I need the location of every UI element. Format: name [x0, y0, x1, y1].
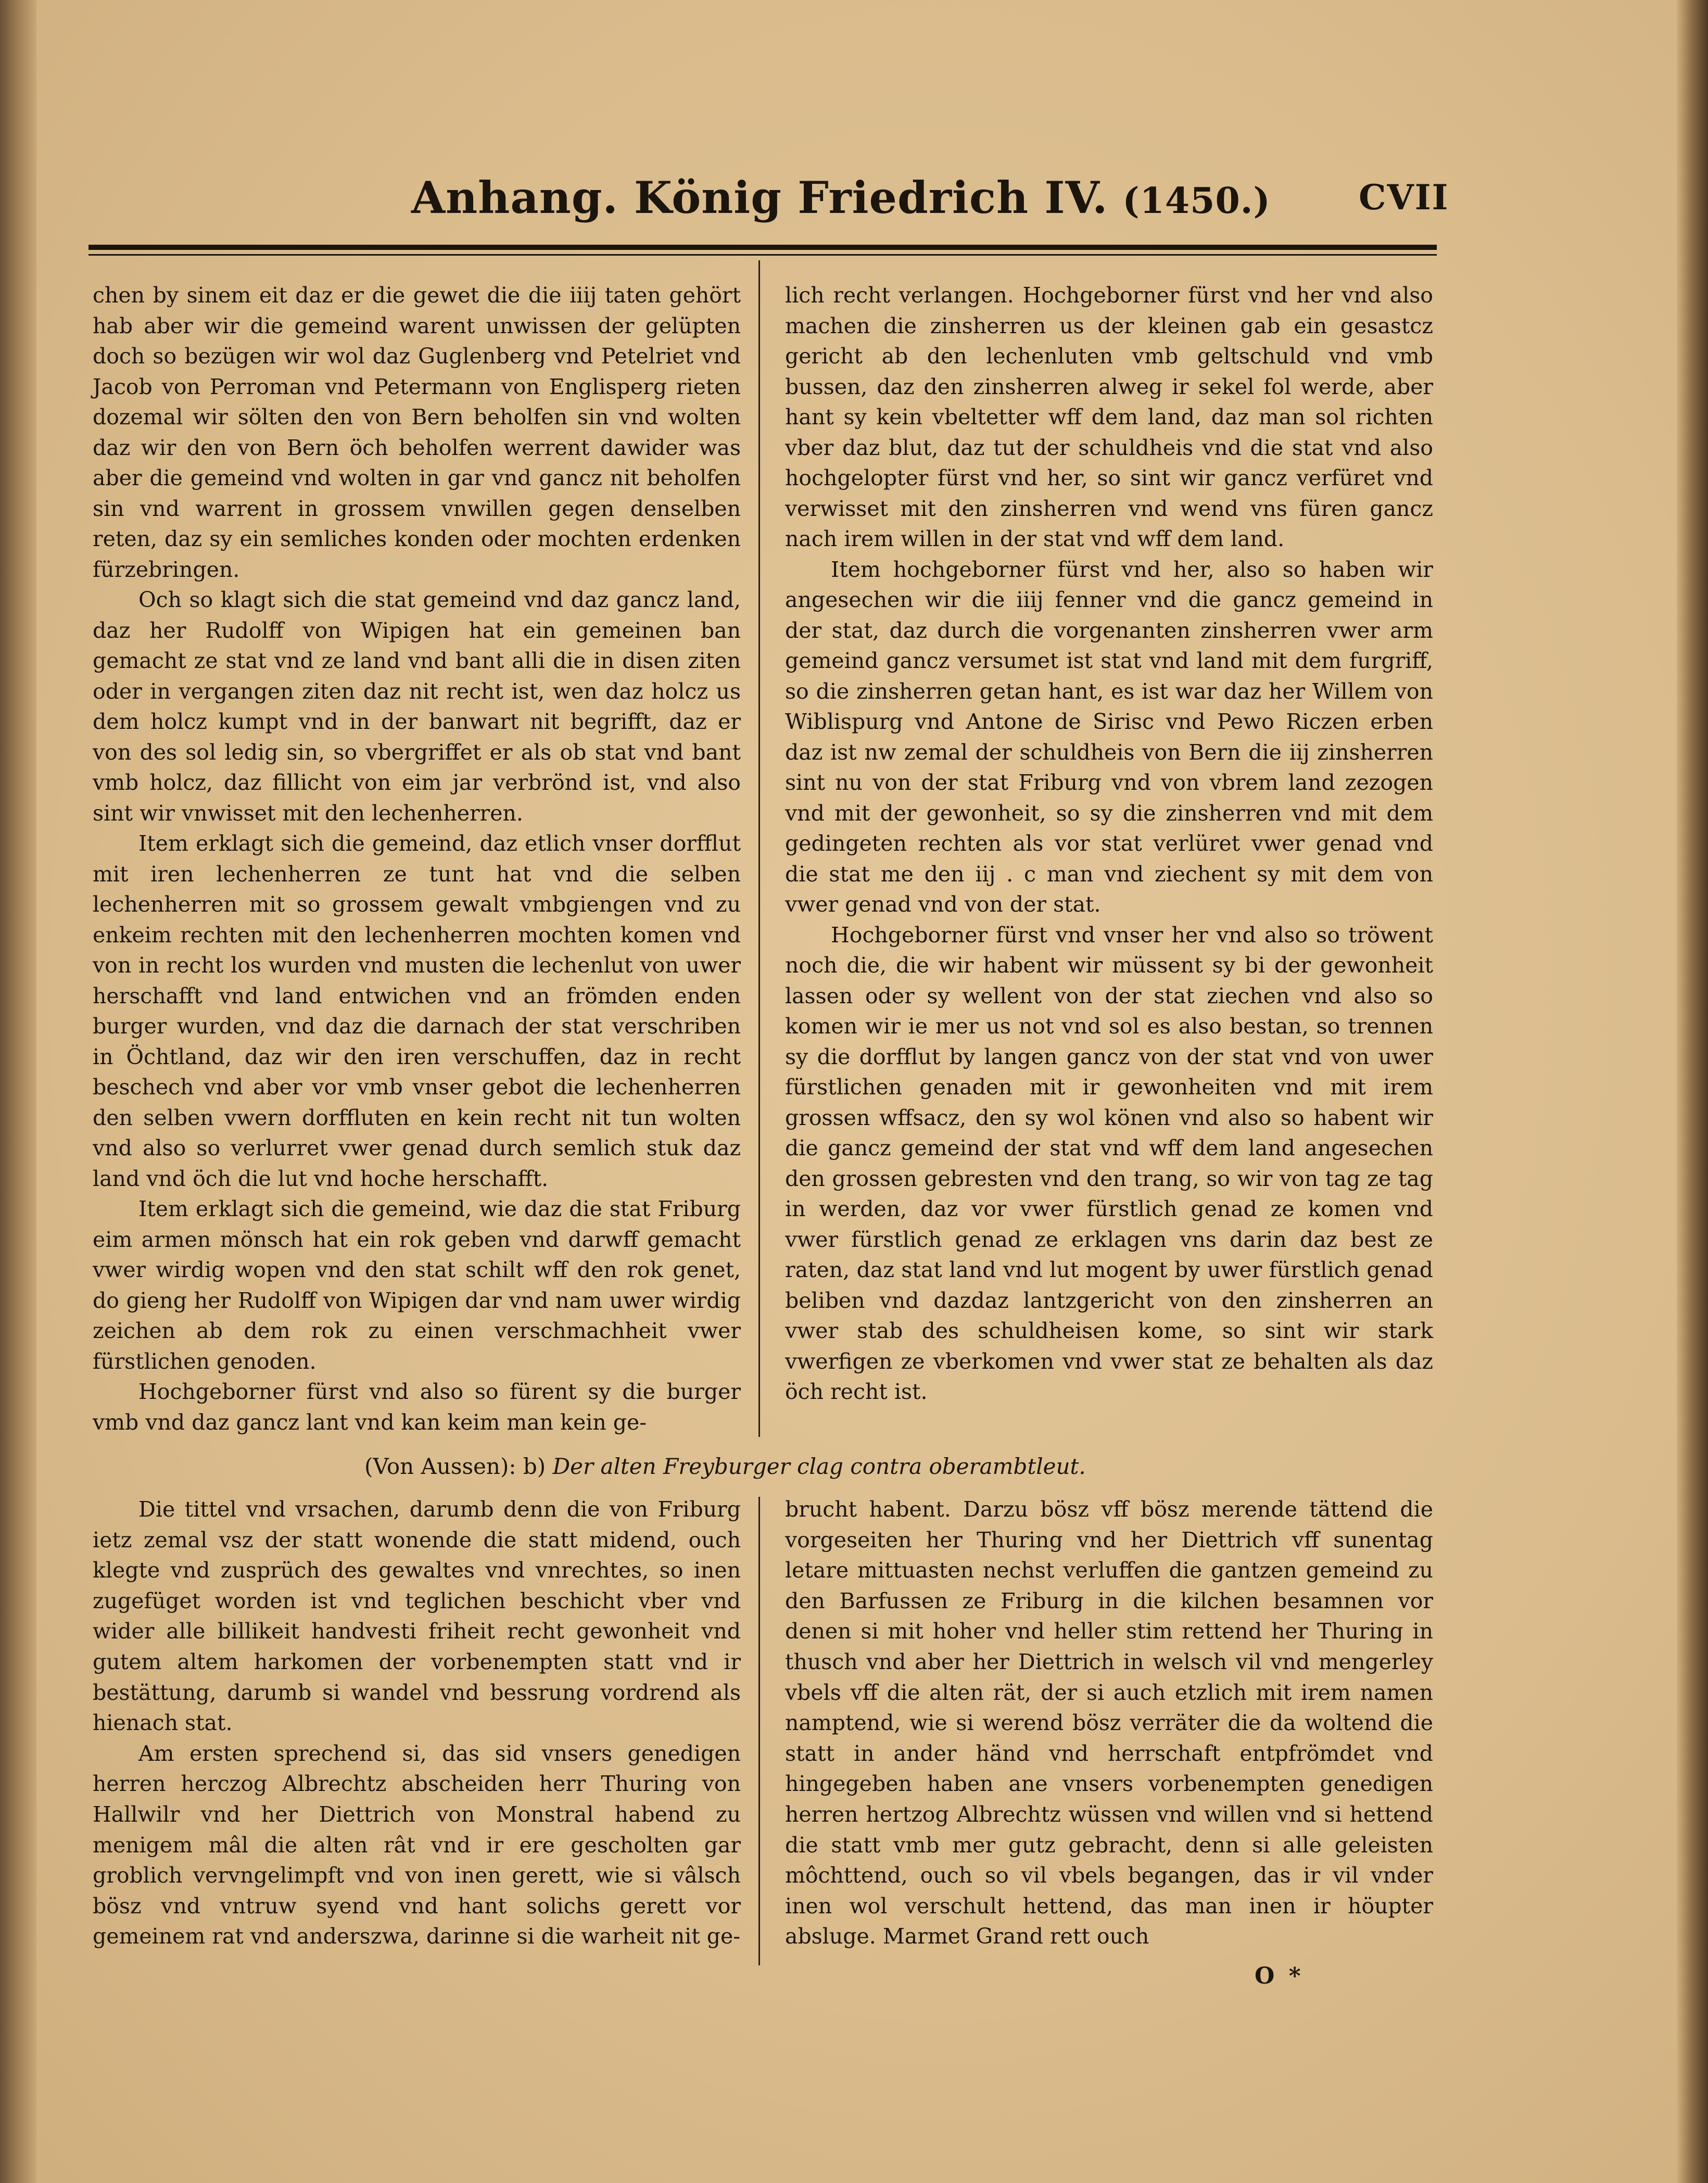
text-column-bottom-left	[93, 1494, 741, 1952]
column-divider-top	[758, 260, 760, 1437]
page-number: CVII	[1359, 177, 1449, 218]
column-divider-bottom	[758, 1497, 760, 1965]
paragraph: Die tittel vnd vrsachen, darumb denn die von Friburg ietz zemal vsz der statt wonende die statt midend, ouch klegte vnd zusprüch des gewaltes vnd vnrechtes, so inen zugefüget worden ist vnd teglichen beschicht vber vnd wider alle billikeit handvesti friheit recht gewonheit vnd gutem altem harkomen der vorbenempten statt vnd ir bestättung, darumb si wandel vnd bessrung vordrend als hienach stat.	[93, 1497, 741, 1736]
header-rule-thin	[88, 254, 1437, 256]
section-title: Der alten Freyburger clag contra oberambtleut.	[552, 1454, 1086, 1479]
header-rule-thick	[88, 245, 1437, 250]
running-title-year: (1450.)	[1122, 180, 1271, 222]
page-edge-shadow	[1677, 0, 1708, 2183]
running-title-text: Anhang. König Friedrich IV.	[411, 172, 1108, 223]
paragraph: Hochgeborner fürst vnd vnser her vnd also so tröwent noch die, die wir habent wir müssent sy bi der gewonheit lassen oder sy wellent von der stat ziechen vnd also so komen wir ie mer us not vnd sol es also bestan, so trennen sy die dorfflut by langen gancz von der stat vnd von uwer fürstlichen genaden mit ir gewonheiten vnd mit irem grossen wffsacz, den sy wol könen vnd also so habent wir die gancz gemeind der stat vnd wff dem land angesechen den grossen gebresten vnd den trang, so wir von tag ze tag in werden, daz vor vwer fürstlich genad ze komen vnd vwer fürstlich genad ze erklagen vns darin daz best ze raten, daz stat land vnd lut mogent by uwer fürstlich genad beliben vnd dazdaz lantzgericht von den zinsherren an vwer stab des schuldheisen kome, so sint wir stark vwerfigen ze vberkomen vnd vwer stat ze behalten als daz öch recht ist.	[785, 922, 1433, 1404]
text-column-top-right	[785, 280, 1433, 1407]
paragraph: Item hochgeborner fürst vnd her, also so haben wir angesechen wir die iiij fenner vnd die gancz gemeind in der stat, daz durch die vorgenanten zinsherren vwer arm gemeind gancz versumet ist stat vnd land mit dem furgriff, so die zinsherren getan hant, es ist war daz her Willem von Wiblispurg vnd Antone de Sirisc vnd Pewo Riczen erben daz ist nw zemal der schuldheis von Bern die iij zinsherren sint nu von der stat Friburg vnd von vbrem land zezogen vnd mit der gewonheit, so sy die zinsherren vnd mit dem gedingeten rechten als vor stat verlüret vwer genad vnd die stat me den iij . c man vnd ziechent sy mit dem von vwer genad vnd von der stat.	[785, 557, 1433, 917]
paragraph: brucht habent. Darzu bösz vff bösz merende tättend die vorgeseiten her Thuring vnd her Diettrich vff sunentag letare mittuasten nechst verluffen die gantzen gemeind zu den Barfussen ze Friburg in die kilchen besamnen vor denen si mit hoher vnd heller stim rettend her Thuring in thusch vnd aber her Diettrich in welsch vil vnd mengerley vbels vff die alten rät, der si auch etzlich mit irem namen namptend, wie si werend bösz verräter die da woltend die statt in ander händ vnd herrschaft entpfrömdet vnd hingegeben haben ane vnsers vorbenempten genedigen herren hertzog Albrechtz wüssen vnd willen vnd si hettend die statt vmb mer gutz gebracht, denn si alle geleisten môchttend, ouch so vil vbels begangen, das ir vil vnder inen wol verschult hettend, das man inen ir höupter absluge. Marmet Grand rett ouch	[785, 1497, 1433, 1949]
paragraph: chen by sinem eit daz er die gewet die die iiij taten gehört hab aber wir die gemeind warent unwissen der gelüpten doch so bezügen wir wol daz Guglenberg vnd Petelriet vnd Jacob von Perroman vnd Petermann von Englisperg rieten dozemal wir sölten den von Bern beholfen sin vnd wolten daz wir den von Bern öch beholfen werrent dawider was aber die gemeind vnd wolten in gar vnd gancz nit beholfen sin vnd warrent in grossem vnwillen gegen denselben reten, daz sy ein semliches konden oder mochten erdenken fürzebringen.	[93, 283, 741, 582]
running-title	[411, 172, 1271, 223]
section-heading	[364, 1454, 1086, 1479]
paragraph: Hochgeborner fürst vnd also so fürent sy die burger vmb vnd daz gancz lant vnd kan keim man kein ge-	[93, 1379, 741, 1435]
book-spine-shadow	[0, 0, 36, 2183]
paragraph: Och so klagt sich die stat gemeind vnd daz gancz land, daz her Rudolff von Wipigen hat ein gemeinen ban gemacht ze stat vnd ze land vnd bant alli die in disen ziten oder in vergangen ziten daz nit recht ist, wen daz holcz us dem holcz kumpt vnd in der banwart nit begrifft, daz er von des sol ledig sin, so vbergriffet er als ob stat vnd bant vmb holcz, daz fillicht von eim jar verbrönd ist, vnd also sint wir vnwisset mit den lechenherren.	[93, 587, 741, 826]
section-letter: b)	[523, 1454, 546, 1479]
text-column-top-left	[93, 280, 741, 1437]
paragraph: lich recht verlangen. Hochgeborner fürst vnd her vnd also machen die zinsherren us der kleinen gab ein gesastcz gericht ab den lechenluten vmb geltschuld vnd vmb bussen, daz den zinsherren alweg ir sekel fol werde, aber hant sy kein vbeltetter wff dem land, daz man sol richten vber daz blut, daz tut der schuldheis vnd die stat vnd also hochgelopter fürst vnd her, so sint wir gancz verfüret vnd verwisset mit den zinsherren vnd wend vns füren gancz nach irem willen in der stat vnd wff dem land.	[785, 283, 1433, 551]
paragraph: Item erklagt sich die gemeind, wie daz die stat Friburg eim armen mönsch hat ein rok geben vnd darwff gemacht vwer wirdig wopen vnd den stat schilt wff den rok genet, do gieng her Rudolff von Wipigen dar vnd nam uwer wirdig zeichen ab dem rok zu einen verschmachheit vwer fürstlichen genoden.	[93, 1196, 741, 1374]
signature-mark: O *	[1255, 1963, 1304, 1989]
paragraph: Am ersten sprechend si, das sid vnsers genedigen herren herczog Albrechtz abscheiden herr Thuring von Hallwilr vnd her Diettrich von Monstral habend zu menigem mâl die alten rât vnd ir ere gescholten gar groblich vervngelimpft vnd von inen gerett, wie si vâlsch bösz vnd vntruw syend vnd hant solichs gerett vor gemeinem rat vnd anderszwa, darinne si die warheit nit ge-	[93, 1740, 741, 1949]
paragraph: Item erklagt sich die gemeind, daz etlich vnser dorfflut mit iren lechenherren ze tunt hat vnd die selben lechenherren mit so grossem gewalt vmbgiengen vnd zu enkeim rechten mit den lechenherren mochten komen vnd von in recht los wurden vnd musten die lechenlut von uwer herschafft vnd land entwichen vnd an frömden enden burger wurden, vnd daz die darnach der stat verschriben in Öchtland, daz wir den iren verschuffen, daz in recht beschech vnd aber vor vmb vnser gebot die lechenherren den selben vwern dorffluten en kein recht nit tun wolten vnd also so verlurret vwer genad durch semlich stuk daz land vnd öch die lut vnd hoche herschafft.	[93, 831, 741, 1191]
section-prefix: (Von Aussen):	[364, 1454, 516, 1479]
text-column-bottom-right	[785, 1494, 1433, 1952]
